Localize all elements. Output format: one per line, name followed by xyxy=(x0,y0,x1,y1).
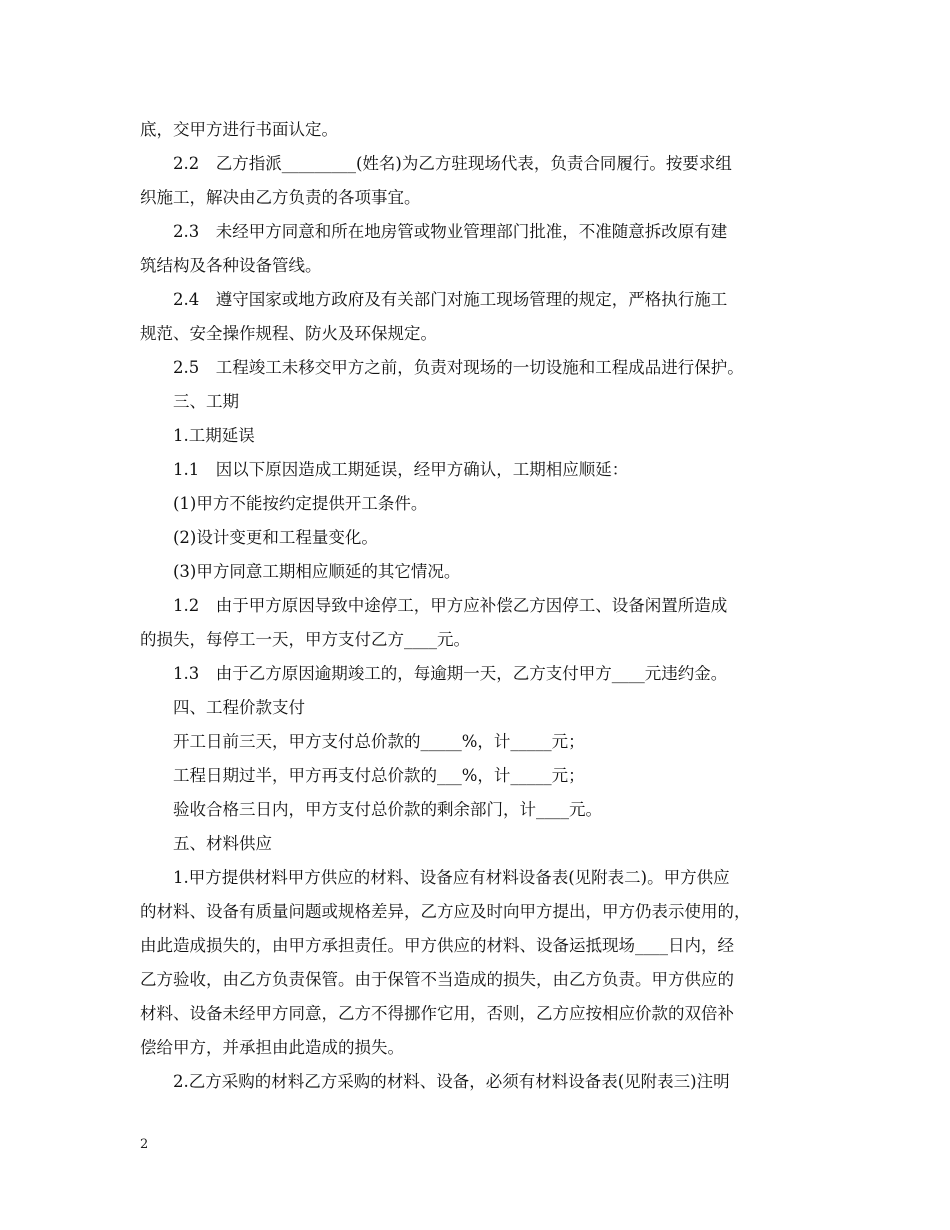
text-line: 1.3 由于乙方原因逾期竣工的，每逾期一天，乙方支付甲方____元违约金。 xyxy=(173,664,728,683)
text-line: (2)设计变更和工程量变化。 xyxy=(173,528,378,547)
text-line: 1.工期延误 xyxy=(173,426,255,445)
text-line: 1.2 由于甲方原因导致中途停工，甲方应补偿乙方因停工、设备闲置所造成 xyxy=(173,596,728,615)
text-line: 2.5 工程竣工未移交甲方之前，负责对现场的一切设施和工程成品进行保护。 xyxy=(173,358,744,377)
text-line: 工程日期过半，甲方再支付总价款的___%，计_____元； xyxy=(173,766,585,785)
text-line: (1)甲方不能按约定提供开工条件。 xyxy=(173,494,428,513)
text-line: 三、工期 xyxy=(173,392,239,411)
text-line: 验收合格三日内，甲方支付总价款的剩余部门，计____元。 xyxy=(173,800,602,819)
text-line: 的材料、设备有质量问题或规格差异，乙方应及时向甲方提出，甲方仍表示使用的， xyxy=(140,902,751,921)
text-line: 2.乙方采购的材料乙方采购的材料、设备，必须有材料设备表(见附表三)注明 xyxy=(173,1072,730,1091)
text-line: 规范、安全操作规程、防火及环保规定。 xyxy=(140,324,437,343)
text-line: 筑结构及各种设备管线。 xyxy=(140,256,322,275)
text-line: 的损失，每停工一天，甲方支付乙方____元。 xyxy=(140,630,470,649)
text-line: 四、工程价款支付 xyxy=(173,698,305,717)
text-line: 五、材料供应 xyxy=(173,834,272,853)
text-line: 由此造成损失的，由甲方承担责任。甲方供应的材料、设备运抵现场____日内，经 xyxy=(140,936,734,955)
document-body xyxy=(140,113,810,1099)
text-line: 2.2 乙方指派_________(姓名)为乙方驻现场代表，负责合同履行。按要求组 xyxy=(173,154,732,173)
text-line: 2.3 未经甲方同意和所在地房管或物业管理部门批准，不准随意拆改原有建 xyxy=(173,222,728,241)
text-line: 1.甲方提供材料甲方供应的材料、设备应有材料设备表(见附表二)。甲方供应 xyxy=(173,868,730,887)
text-line: (3)甲方同意工期相应顺延的其它情况。 xyxy=(173,562,461,581)
text-line: 开工日前三天，甲方支付总价款的_____%，计_____元； xyxy=(173,732,585,751)
text-line: 乙方验收，由乙方负责保管。由于保管不当造成的损失，由乙方负责。甲方供应的 xyxy=(140,970,734,989)
text-line: 材料、设备未经甲方同意，乙方不得挪作它用，否则，乙方应按相应价款的双倍补 xyxy=(140,1004,734,1023)
text-line: 1.1 因以下原因造成工期延误，经甲方确认，工期相应顺延： xyxy=(173,460,629,479)
text-line: 底，交甲方进行书面认定。 xyxy=(140,120,338,139)
text-line: 偿给甲方，并承担由此造成的损失。 xyxy=(140,1038,404,1057)
text-line: 织施工，解决由乙方负责的各项事宜。 xyxy=(140,188,421,207)
page-number: 2 xyxy=(140,1137,149,1152)
text-line: 2.4 遵守国家或地方政府及有关部门对施工现场管理的规定，严格执行施工 xyxy=(173,290,728,309)
